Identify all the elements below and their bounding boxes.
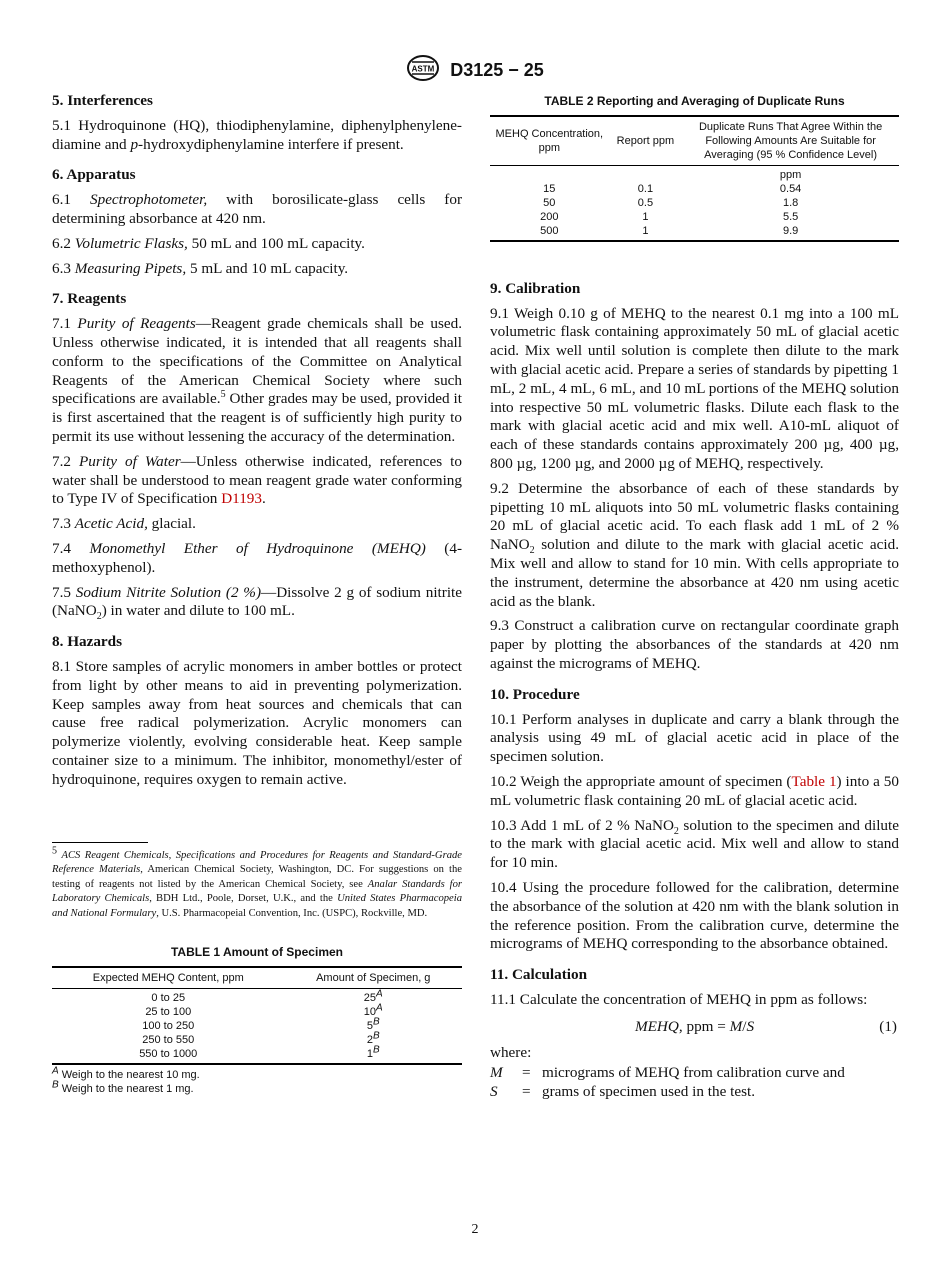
page-header — [0, 54, 950, 87]
table-1-header-amount: Amount of Specimen, g — [285, 967, 463, 989]
section-5-heading: 5. Interferences — [52, 92, 153, 109]
paragraph-5-1: 5.1 Hydroquinone (HQ), thiodiphenylamine, diphenylphenylene-diamine and p-hydroxydiphenylamine interfere if present. — [52, 116, 462, 153]
paragraph-9-2: 9.2 Determine the absorbance of each of these standards by pipetting 10 mL aliquots into 50 mL volumetric flasks containing 20 mL of glacial acetic acid. To each flask add 1 mL of 2 % NaNO$_2$ solution and dilute to the mark with glacial acetic acid. Mix well and allow to stand for 10 min. With cells appropriate to the instrument, determine the absorbance at 420 nm using acetic acid as the blank. — [490, 479, 899, 610]
paragraph-6-1: 6.1 Spectrophotometer, with borosilicate-glass cells for determining absorbance at 420 nm. — [52, 191, 462, 227]
section-11-heading: 11. Calculation — [490, 966, 588, 984]
footnote-5: $^5$ ACS Reagent Chemicals, Specifications and Procedures for Reagents and Standard-Grade Reference Materials, American Chemical Society, Washington, DC. For suggestions on the testing of reagents not listed by the American Chemical Society, see Analar Standards for Laboratory Chemicals, BDH Ltd., Poole, Dorset, U.K., and the United States Pharmacopeia and National Formulary, U.S. Pharmacopeial Convention, Inc. (USPC), Rockville, MD. — [52, 844, 463, 919]
table-2-title: TABLE 2 Reporting and Averaging of Duplicate Runs — [544, 94, 845, 108]
footnote-ref-5: 5 — [220, 389, 226, 401]
link-table-1[interactable]: Table 1 — [791, 772, 837, 790]
table-1-note-a: $^A$ Weigh to the nearest 10 mg. — [52, 1065, 200, 1082]
link-d1193[interactable]: D1193 — [221, 490, 262, 508]
paragraph-7-5: 7.5 Sodium Nitrite Solution (2 %)—Dissolve 2 g of sodium nitrite (NaNO$_2$) in water and dilute to 100 mL. — [52, 583, 462, 623]
table-2 — [490, 115, 899, 242]
paragraph-6-3: 6.3 Measuring Pipets, 5 mL and 10 mL capacity. — [52, 259, 349, 277]
table-row: 50 0.5 1.8 — [543, 196, 799, 209]
table-1-header-content: Expected MEHQ Content, ppm — [52, 967, 285, 989]
paragraph-8-1: 8.1 Store samples of acrylic monomers in amber bottles or protect from light by other means to aid in preventing polymerization. Keep samples away from heat sources and chemicals that can cause free radical polymerization. Acrylic monomers can polymerize violently, evolving considerable heat. Keep sample container size to a minimum. The inhibitor, monomethyl/ester of hydroquinone, requires oxygen to remain active. — [52, 657, 462, 788]
equation-text: MEHQ, ppm = M/S — [635, 1017, 755, 1035]
page-number: 2 — [471, 1222, 479, 1237]
table-row: 500 1 9.9 — [490, 224, 899, 241]
table-1-note-b: $^B$ Weigh to the nearest 1 mg. — [52, 1079, 194, 1096]
table-row: 25 to 100 $10^A$ — [145, 1002, 383, 1019]
paragraph-10-1: 10.1 Perform analyses in duplicate and carry a blank through the analysis using 49 mL of glacial acetic acid in place of the specimen solution. — [490, 710, 899, 766]
paragraph-9-3: 9.3 Construct a calibration curve on rectangular coordinate graph paper by plotting the absorbances of the standards at 420 nm against the micrograms of MEHQ. — [490, 617, 899, 672]
table-row: 0 to 25 $25^A$ — [151, 988, 383, 1005]
paragraph-10-3: 10.3 Add 1 mL of 2 % NaNO$_2$ solution to the specimen and dilute to the mark with glacial acetic acid. Mix well and allow to stand for 10 min. — [490, 816, 899, 872]
paragraph-7-2: 7.2 Purity of Water—Unless otherwise indicated, references to water shall be understood to mean reagent grade water conforming to Type IV of Specification D1193. — [52, 452, 462, 508]
table-2-header-concentration: MEHQ Concentration, ppm — [490, 116, 609, 166]
section-8-heading: 8. Hazards — [52, 633, 123, 651]
where-label: where: — [490, 1043, 532, 1061]
section-10-heading: 10. Procedure — [490, 685, 580, 703]
table-row: 550 to 1000 $1^B$ — [52, 1047, 462, 1064]
table-row: 15 0.1 0.54 — [543, 182, 802, 195]
footnote-divider — [52, 842, 148, 843]
table-2-header-report: Report ppm — [609, 116, 683, 166]
paragraph-6-2: 6.2 Volumetric Flasks, 50 mL and 100 mL capacity. — [52, 234, 365, 252]
paragraph-11-1: 11.1 Calculate the concentration of MEHQ in ppm as follows: — [490, 990, 868, 1008]
table-row: 100 to 250 $5^B$ — [142, 1016, 380, 1033]
paragraph-10-4: 10.4 Using the procedure followed for the calibration, determine the absorbance of the solution at 420 nm with the blank solution in the reference position. From the calibration curve, determine the micrograms of MEHQ corresponding to the absorbance obtained. — [490, 878, 899, 953]
definition-s: S = grams of specimen used in the test. — [490, 1083, 755, 1101]
left-column — [52, 92, 462, 1096]
document-designation: D3125 − 25 — [450, 60, 544, 80]
paragraph-7-4: 7.4 Monomethyl Ether of Hydroquinone (MEHQ) (4-methoxyphenol). — [52, 539, 462, 576]
table-2-unit-row: ppm — [779, 168, 802, 181]
table-row: 200 1 5.5 — [540, 210, 799, 223]
astm-logo-icon — [406, 54, 440, 87]
section-7-heading: 7. Reagents — [52, 290, 127, 308]
right-column — [490, 92, 899, 1102]
definition-m: M = micrograms of MEHQ from calibration curve and — [490, 1064, 845, 1082]
paragraph-7-3: 7.3 Acetic Acid, glacial. — [52, 515, 196, 533]
paragraph-9-1: 9.1 Weigh 0.10 g of MEHQ to the nearest 0.1 mg into a 100 mL volumetric flask containing approximately 50 mL of glacial acetic acid. Mix well until solution is complete then dilute to the mark with glacial acetic acid. Prepare a series of standards by pipetting 1 mL, 2 mL, 4 mL, 6 mL, and 10 mL portions of the MEHQ solution into respective 50 mL volumetric flasks. Dilute each flask to the mark with glacial acetic acid and mix well. A10-mL aliquot of each of these standards contains approximately 200 µg, 400 µg, 800 µg, 1200 µg, and 2000 µg of MEHQ, respectively. — [490, 304, 899, 472]
equation-1 — [490, 1016, 899, 1040]
equation-number: (1) — [879, 1017, 897, 1035]
section-9-heading: 9. Calibration — [490, 279, 581, 297]
table-1-title: TABLE 1 Amount of Specimen — [170, 945, 343, 960]
paragraph-7-1: 7.1 Purity of Reagents—Reagent grade chemicals shall be used. Unless otherwise indicated, it is intended that all reagents shall conform to the specifications of the Committee on Analytical Reagents of the American Chemical Society where such specifications are available.$^5$ Other grades may be used, provided it is first ascertained that the reagent is of sufficiently high purity to permit its use without lessening the accuracy of the determination. — [52, 315, 462, 445]
table-2-header-duplicate: Duplicate Runs That Agree Within the Following Amounts Are Suitable for Averaging (95 % Confidence Level) — [682, 116, 899, 166]
paragraph-10-2: 10.2 Weigh the appropriate amount of specimen (Table 1) into a 50 mL volumetric flask containing 20 mL of glacial acetic acid. — [490, 772, 899, 809]
table-1-notes — [52, 1065, 462, 1096]
table-1 — [52, 966, 462, 1065]
table-row: 250 to 550 $2^B$ — [142, 1030, 380, 1047]
section-6-heading: 6. Apparatus — [52, 166, 136, 184]
astm-logo-text: ASTM — [411, 64, 435, 74]
